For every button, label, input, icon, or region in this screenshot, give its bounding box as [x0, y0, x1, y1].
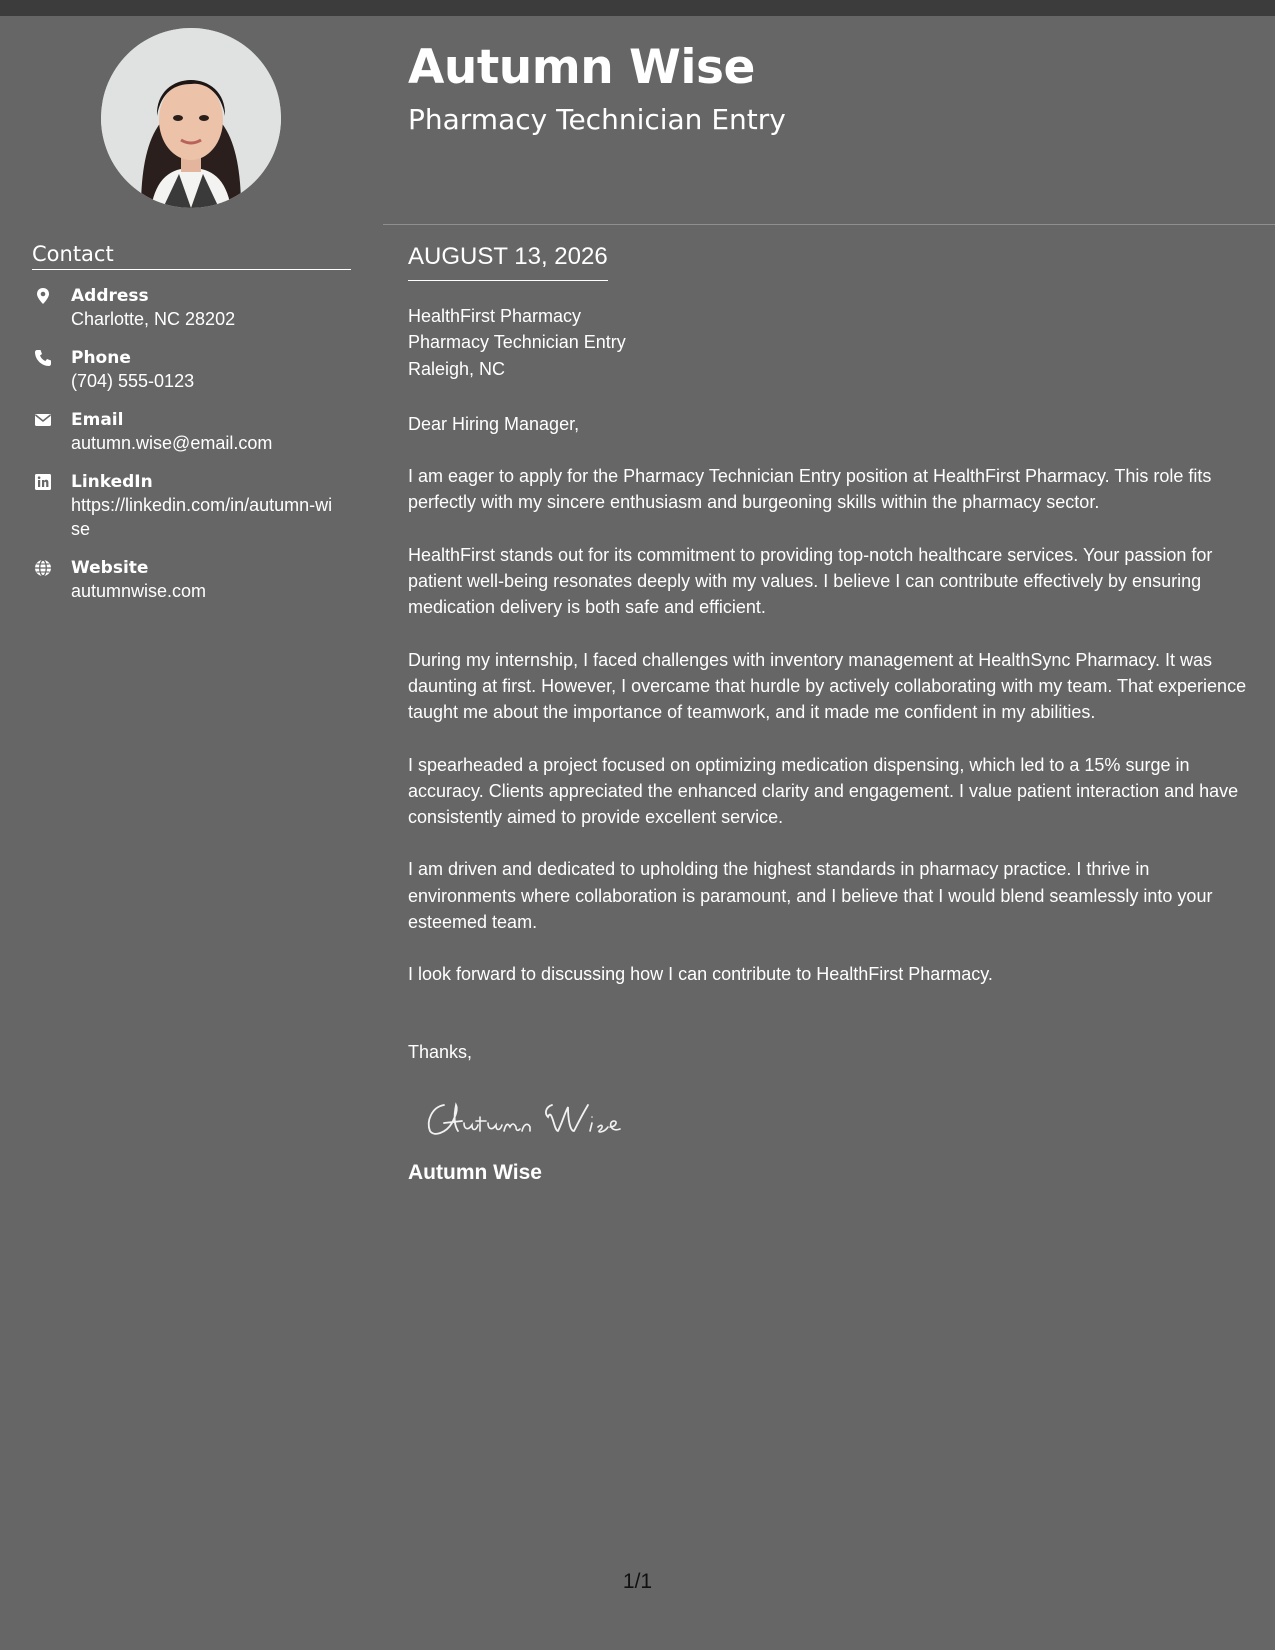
recipient-block	[408, 303, 1253, 382]
letter-paragraph: I look forward to discussing how I can contribute to HealthFirst Pharmacy.	[408, 964, 993, 985]
letter-paragraph: I am driven and dedicated to upholding the highest standards in pharmacy practice. I thrive in environments where collaboration is paramount, and I believe that I would blend seamlessly into your esteemed team.	[408, 859, 1213, 933]
contact-label: LinkedIn	[71, 472, 153, 492]
contact-item-address	[32, 285, 352, 331]
contact-label: Email	[71, 410, 124, 430]
letter-paragraph: HealthFirst stands out for its commitment to providing top-notch healthcare services. Your passion for patient well-being resonates deeply with my values. I believe I can contribute effectively by ensuring medication delivery is both safe and efficient.	[408, 544, 1213, 618]
contact-item-phone	[32, 347, 352, 393]
signature	[422, 1093, 662, 1143]
contact-value: Charlotte, NC 28202	[71, 309, 236, 329]
contact-value: autumn.wise@email.com	[71, 433, 273, 453]
letter-body	[408, 240, 1253, 1187]
recipient-company: HealthFirst Pharmacy	[408, 306, 582, 326]
map-pin-icon	[34, 287, 52, 305]
contact-value[interactable]: https://linkedin.com/in/autumn-wise	[71, 495, 333, 539]
letter-paragraph: I spearheaded a project focused on optimizing medication dispensing, which led to a 15% surge in accuracy. Clients appreciated the enhanced clarity and engagement. I value patient interaction and have consistently aimed to provide excellent service.	[408, 754, 1239, 828]
signature-icon	[422, 1093, 662, 1143]
phone-icon	[34, 349, 52, 367]
letter-paragraph: During my internship, I faced challenges with inventory management at HealthSync Pharmacy. It was daunting at first. However, I overcame that hurdle by actively collaborating with my team. That experience taught me about the importance of teamwork, and it made me confident in my abilities.	[408, 649, 1247, 723]
contact-list	[32, 285, 352, 619]
contact-label: Address	[71, 286, 149, 306]
page-number: 1/1	[622, 1570, 653, 1593]
header-name: Autumn Wise	[408, 40, 755, 95]
letter-date: AUGUST 13, 2026	[408, 240, 608, 281]
recipient-location: Raleigh, NC	[408, 358, 506, 379]
contact-label: Phone	[71, 348, 131, 368]
recipient-position: Pharmacy Technician Entry	[408, 332, 626, 353]
sidebar	[0, 16, 383, 1636]
avatar	[101, 28, 281, 208]
contact-value: (704) 555-0123	[71, 371, 195, 391]
profile-photo-icon	[101, 28, 281, 208]
globe-icon	[34, 559, 52, 577]
salutation: Dear Hiring Manager,	[408, 413, 580, 434]
header-title: Pharmacy Technician Entry	[408, 103, 786, 136]
top-bar	[0, 0, 1275, 16]
envelope-icon	[34, 411, 52, 429]
contact-heading: Contact	[32, 242, 351, 270]
contact-item-website	[32, 557, 352, 603]
closing: Thanks,	[408, 1041, 473, 1062]
contact-value[interactable]: autumnwise.com	[71, 581, 207, 601]
signer-name: Autumn Wise	[408, 1160, 542, 1184]
linkedin-icon	[34, 473, 52, 491]
contact-item-linkedin	[32, 471, 352, 541]
header-divider	[383, 224, 1275, 225]
contact-item-email	[32, 409, 352, 455]
letter-paragraph: I am eager to apply for the Pharmacy Technician Entry position at HealthFirst Pharmacy. This role fits perfectly with my sincere enthusiasm and burgeoning skills within the pharmacy sector.	[408, 466, 1212, 513]
contact-label: Website	[71, 558, 149, 578]
